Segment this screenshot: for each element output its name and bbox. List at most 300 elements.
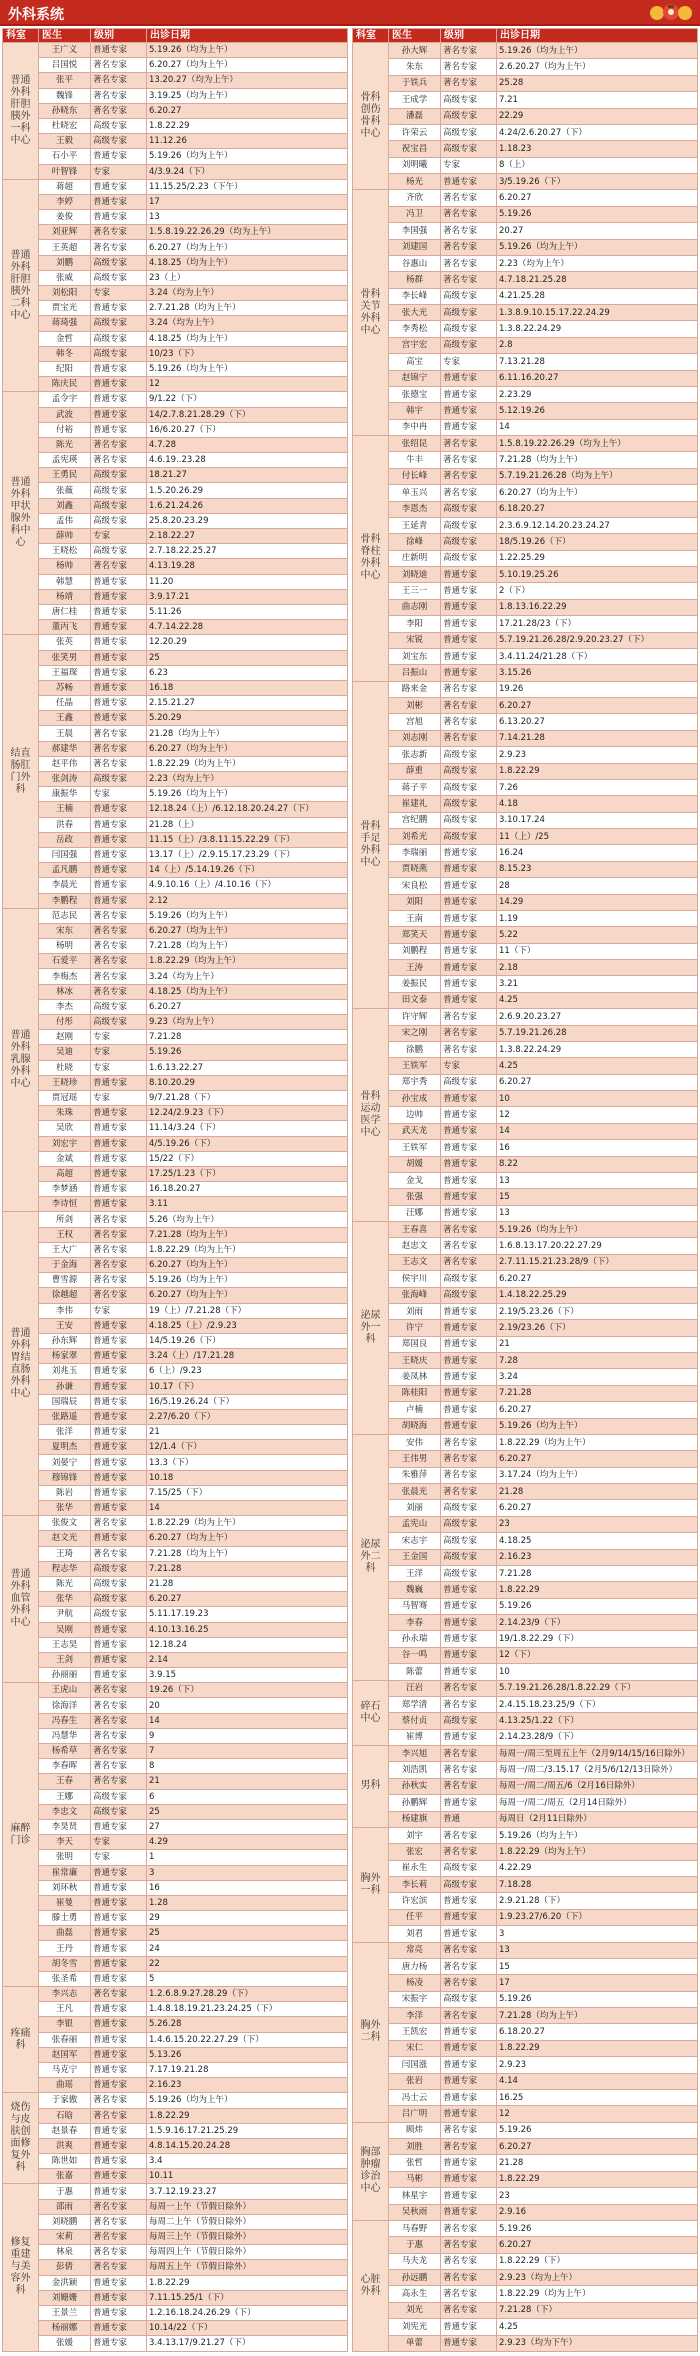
level-cell: 普通专家	[91, 2062, 147, 2077]
level-cell: 著名专家	[91, 2108, 147, 2123]
doctor-name-cell: 李恩杰	[389, 501, 441, 517]
schedule-date-cell: 22	[147, 1956, 348, 1971]
schedule-date-cell: 9.23（均为上午）	[147, 1015, 348, 1030]
level-cell: 高级专家	[91, 772, 147, 787]
schedule-date-cell: 5.10.19.25.26	[497, 567, 698, 583]
level-cell: 普通专家	[441, 2073, 497, 2089]
doctor-name-cell: 李诗恒	[39, 1197, 91, 1212]
doctor-name-cell: 洪爽	[39, 2138, 91, 2153]
table-row	[353, 1565, 698, 1581]
schedule-date-cell: 17	[147, 194, 348, 209]
doctor-name-cell: 马克宁	[39, 2062, 91, 2077]
schedule-date-cell: 每周一/周二/3.15.17（2月5/6/12/13日除外）	[497, 1762, 698, 1778]
level-cell: 普通专家	[91, 1394, 147, 1409]
table-row	[3, 453, 348, 468]
schedule-date-cell: 10/23（下）	[147, 346, 348, 361]
level-cell: 普通专家	[91, 301, 147, 316]
doctor-name-cell: 张嘉	[39, 2169, 91, 2184]
table-row	[353, 2155, 698, 2171]
table-row	[353, 829, 698, 845]
schedule-date-cell: 5.26（均为上午）	[147, 1212, 348, 1227]
table-row	[3, 210, 348, 225]
schedule-date-cell: 15	[497, 1189, 698, 1205]
doctor-name-cell: 吴欣	[39, 1121, 91, 1136]
schedule-date-cell: 13	[147, 210, 348, 225]
table-row	[3, 1425, 348, 1440]
doctor-name-cell: 李中冉	[389, 419, 441, 435]
level-cell: 著名专家	[441, 1222, 497, 1238]
schedule-date-cell: 22.29	[497, 108, 698, 124]
level-cell: 著名专家	[91, 2245, 147, 2260]
schedule-date-cell: 2.7.11.15.21.23.28/9（下）	[497, 1254, 698, 1270]
schedule-table-right	[352, 28, 698, 2352]
level-cell: 著名专家	[91, 559, 147, 574]
table-row	[3, 2305, 348, 2320]
col-header-dept: 科室	[353, 29, 389, 43]
doctor-name-cell: 刘姗姗	[39, 2290, 91, 2305]
level-cell: 普通专家	[91, 43, 147, 58]
schedule-date-cell: 每周五上午（节假日除外）	[147, 2260, 348, 2275]
doctor-name-cell: 贾宝光	[39, 301, 91, 316]
level-cell: 普通专家	[441, 1926, 497, 1942]
table-row	[3, 164, 348, 179]
table-row	[353, 1615, 698, 1631]
schedule-date-cell: 16/6.20.27（下）	[147, 422, 348, 437]
table-row	[353, 534, 698, 550]
level-cell: 普通专家	[91, 2154, 147, 2169]
table-row	[353, 1696, 698, 1712]
level-cell: 普通专家	[441, 1369, 497, 1385]
doctor-name-cell: 张德宝	[389, 386, 441, 402]
table-row	[353, 1303, 698, 1319]
table-row	[3, 1804, 348, 1819]
doctor-name-cell: 陈世如	[39, 2154, 91, 2169]
table-row	[353, 845, 698, 861]
table-row	[353, 1582, 698, 1598]
doctor-name-cell: 闫国涨	[389, 2057, 441, 2073]
table-row	[3, 1394, 348, 1409]
table-row	[353, 1353, 698, 1369]
schedule-date-cell: 5	[147, 1971, 348, 1986]
table-row	[3, 1379, 348, 1394]
schedule-date-cell: 21.28	[147, 1576, 348, 1591]
level-cell: 著名专家	[441, 1746, 497, 1762]
department-cell: 结直肠肛门外科	[3, 635, 39, 908]
level-cell: 普通专家	[441, 845, 497, 861]
table-row	[3, 772, 348, 787]
table-row	[353, 1991, 698, 2007]
level-cell: 著名专家	[91, 1516, 147, 1531]
table-row	[3, 999, 348, 1014]
table-row	[353, 1271, 698, 1287]
doctor-name-cell: 边帅	[389, 1107, 441, 1123]
doctor-name-cell: 赵文光	[39, 1531, 91, 1546]
schedule-date-cell: 9/7.21.28（下）	[147, 1090, 348, 1105]
schedule-date-cell: 5.22	[497, 927, 698, 943]
table-row	[3, 893, 348, 908]
level-cell: 普通专家	[441, 1320, 497, 1336]
table-row	[3, 544, 348, 559]
level-cell: 著名专家	[91, 1546, 147, 1561]
table-row	[3, 1880, 348, 1895]
level-cell: 著名专家	[441, 1942, 497, 1958]
table-row	[3, 1166, 348, 1181]
level-cell: 著名专家	[91, 2093, 147, 2108]
table-row	[353, 1664, 698, 1680]
doctor-name-cell: 吴秋雨	[389, 2204, 441, 2220]
doctor-name-cell: 单玉兴	[389, 485, 441, 501]
doctor-name-cell: 赵锦宁	[389, 370, 441, 386]
table-row	[3, 134, 348, 149]
doctor-name-cell: 刘兆玉	[39, 1364, 91, 1379]
level-cell: 普通专家	[441, 1385, 497, 1401]
schedule-date-cell: 15	[497, 1958, 698, 1974]
level-cell: 普通专家	[91, 2138, 147, 2153]
department-cell: 胸外二科	[353, 1942, 389, 2122]
schedule-date-cell: 13.3（下）	[147, 1455, 348, 1470]
level-cell: 普通专家	[91, 2305, 147, 2320]
level-cell: 普通专家	[91, 2290, 147, 2305]
doctor-name-cell: 刘彬	[389, 698, 441, 714]
level-cell: 高级专家	[441, 779, 497, 795]
doctor-name-cell: 李长峰	[389, 288, 441, 304]
table-row	[353, 370, 698, 386]
table-row	[3, 1531, 348, 1546]
doctor-name-cell: 孙晓东	[39, 103, 91, 118]
level-cell: 著名专家	[441, 2139, 497, 2155]
level-cell: 普通专家	[441, 1582, 497, 1598]
level-cell: 普通专家	[91, 1425, 147, 1440]
level-cell: 著名专家	[441, 1254, 497, 1270]
level-cell: 著名专家	[441, 681, 497, 697]
schedule-date-cell: 7.28	[497, 1353, 698, 1369]
table-row	[3, 2184, 348, 2199]
table-row	[353, 321, 698, 337]
schedule-date-cell: 1.8.22.29（均为上午）	[497, 1434, 698, 1450]
table-row	[353, 1041, 698, 1057]
doctor-name-cell: 孟伟	[39, 513, 91, 528]
doctor-name-cell: 王鑫	[39, 711, 91, 726]
schedule-date-cell: 3	[497, 1926, 698, 1942]
department-cell: 心脏外科	[353, 2220, 389, 2351]
doctor-name-cell: 朱珠	[39, 1106, 91, 1121]
level-cell: 普通专家	[441, 992, 497, 1008]
schedule-date-cell: 5.19.26	[497, 1598, 698, 1614]
level-cell: 高级专家	[441, 1713, 497, 1729]
table-row	[3, 1015, 348, 1030]
level-cell: 普通专家	[91, 179, 147, 194]
schedule-date-cell: 5.19.26（均为上午）	[147, 908, 348, 923]
doctor-name-cell: 张明	[39, 1850, 91, 1865]
level-cell: 高级专家	[441, 1877, 497, 1893]
level-cell: 专家	[441, 1058, 497, 1074]
schedule-date-cell: 12	[497, 1107, 698, 1123]
doctor-name-cell: 李婷	[39, 194, 91, 209]
level-cell: 专家	[441, 354, 497, 370]
table-row	[353, 550, 698, 566]
doctor-name-cell: 吕国悦	[39, 58, 91, 73]
level-cell: 普通专家	[91, 210, 147, 225]
doctor-name-cell: 孙大辉	[389, 43, 441, 59]
doctor-name-cell: 彭倩	[39, 2260, 91, 2275]
table-row	[3, 498, 348, 513]
table-row	[353, 1516, 698, 1532]
level-cell: 普通专家	[91, 1485, 147, 1500]
doctor-name-cell: 张英	[39, 635, 91, 650]
doctor-name-cell: 陈光	[39, 437, 91, 452]
doctor-name-cell: 陈岩	[39, 1485, 91, 1500]
doctor-name-cell: 吕广明	[389, 2106, 441, 2122]
doctor-name-cell: 胡晓海	[389, 1418, 441, 1434]
table-row	[353, 567, 698, 583]
table-row	[353, 108, 698, 124]
doctor-name-cell: 李忠文	[39, 1804, 91, 1819]
level-cell: 著名专家	[441, 1762, 497, 1778]
table-row	[353, 1647, 698, 1663]
level-cell: 普通专家	[441, 1402, 497, 1418]
table-row	[353, 1549, 698, 1565]
doctor-name-cell: 孙丽丽	[39, 1668, 91, 1683]
schedule-date-cell: 3.24（均为上午）	[147, 286, 348, 301]
doctor-name-cell: 祝宝昌	[389, 141, 441, 157]
level-cell: 著名专家	[441, 1975, 497, 1991]
level-cell: 著名专家	[91, 984, 147, 999]
doctor-name-cell: 张剑涛	[39, 772, 91, 787]
doctor-name-cell: 刘浩凯	[389, 1762, 441, 1778]
table-row	[3, 574, 348, 589]
schedule-date-cell: 1.8.22.29	[147, 2275, 348, 2290]
department-cell: 麻醉门诊	[3, 1683, 39, 1987]
doctor-name-cell: 王铁军	[389, 1140, 441, 1156]
schedule-date-cell: 5.7.19.21.26.28	[497, 1025, 698, 1041]
table-row	[353, 583, 698, 599]
schedule-date-cell: 1	[147, 1850, 348, 1865]
level-cell: 普通专家	[91, 1622, 147, 1637]
doctor-name-cell: 朱雅萍	[389, 1467, 441, 1483]
level-cell: 普通专家	[91, 1971, 147, 1986]
doctor-name-cell: 张平	[39, 73, 91, 88]
schedule-date-cell: 13.20.27（均为上午）	[147, 73, 348, 88]
table-row	[3, 1242, 348, 1257]
schedule-date-cell: 5.7.19.21.26.28/1.8.22.29（下）	[497, 1680, 698, 1696]
level-cell: 高级专家	[91, 255, 147, 270]
schedule-date-cell: 4.10.13.16.25	[147, 1622, 348, 1637]
level-cell: 高级专家	[441, 1991, 497, 2007]
level-cell: 普通专家	[91, 1470, 147, 1485]
table-row	[3, 969, 348, 984]
schedule-date-cell: 5.19.26	[147, 1045, 348, 1060]
table-row	[353, 157, 698, 173]
doctor-name-cell: 曲瑶	[39, 2078, 91, 2093]
table-row	[3, 741, 348, 756]
table-row	[353, 812, 698, 828]
level-cell: 著名专家	[441, 1009, 497, 1025]
level-cell: 著名专家	[441, 206, 497, 222]
table-row	[3, 2062, 348, 2077]
schedule-date-cell: 7.21.28	[147, 1561, 348, 1576]
table-row	[3, 483, 348, 498]
level-cell: 高级专家	[441, 501, 497, 517]
table-row	[353, 1680, 698, 1696]
level-cell: 普通专家	[441, 583, 497, 599]
schedule-date-cell: 1.4.6.15.20.22.27.29（下）	[147, 2032, 348, 2047]
table-row	[3, 1576, 348, 1591]
schedule-date-cell: 1.8.13.16.22.29	[497, 599, 698, 615]
table-row	[353, 1942, 698, 1958]
schedule-date-cell: 6.13.20.27	[497, 714, 698, 730]
level-cell: 普通专家	[441, 1123, 497, 1139]
doctor-name-cell: 付裕	[39, 422, 91, 437]
table-row	[3, 1926, 348, 1941]
schedule-date-cell: 10.11	[147, 2169, 348, 2184]
doctor-name-cell: 范志民	[39, 908, 91, 923]
table-row	[353, 92, 698, 108]
table-row	[3, 58, 348, 73]
table-row	[3, 346, 348, 361]
table-row	[3, 2154, 348, 2169]
table-row	[353, 2188, 698, 2204]
doctor-name-cell: 王剑	[39, 1652, 91, 1667]
schedule-date-cell: 9/1.22（下）	[147, 392, 348, 407]
table-row	[353, 2335, 698, 2351]
doctor-name-cell: 姜振民	[389, 976, 441, 992]
level-cell: 普通专家	[91, 1819, 147, 1834]
level-cell: 著名专家	[91, 741, 147, 756]
doctor-name-cell: 李春晖	[39, 1759, 91, 1774]
doctor-name-cell: 许宏滨	[389, 1893, 441, 1909]
schedule-date-cell: 6.20.27	[497, 1451, 698, 1467]
table-row	[353, 43, 698, 59]
table-row	[353, 1877, 698, 1893]
schedule-date-cell: 3.24（上）/17.21.28	[147, 1349, 348, 1364]
schedule-date-cell: 2.14.23.28/9（下）	[497, 1729, 698, 1745]
doctor-name-cell: 宋锐	[389, 632, 441, 648]
doctor-name-cell: 王晓庆	[389, 1353, 441, 1369]
level-cell: 专家	[91, 1060, 147, 1075]
table-row	[353, 436, 698, 452]
doctor-name-cell: 陈庆民	[39, 377, 91, 392]
col-header-level: 级别	[91, 29, 147, 43]
table-row	[3, 2078, 348, 2093]
doctor-name-cell: 王福琛	[39, 665, 91, 680]
department-cell: 疼痛科	[3, 1987, 39, 2093]
level-cell: 著名专家	[441, 1696, 497, 1712]
level-cell: 普通专家	[441, 386, 497, 402]
doctor-name-cell: 刘宇	[389, 1827, 441, 1843]
level-cell: 著名专家	[441, 1467, 497, 1483]
table-row	[3, 1303, 348, 1318]
schedule-date-cell: 4.9.10.16（上）/4.10.16（下）	[147, 878, 348, 893]
doctor-name-cell: 蒋子平	[389, 779, 441, 795]
schedule-date-cell: 2.19/23.26（下）	[497, 1320, 698, 1336]
table-row	[353, 730, 698, 746]
level-cell: 普通专家	[441, 1598, 497, 1614]
doctor-name-cell: 刘希光	[389, 829, 441, 845]
schedule-date-cell: 2.16.23	[497, 1549, 698, 1565]
schedule-date-cell: 12	[147, 377, 348, 392]
table-row	[353, 861, 698, 877]
level-cell: 普通专家	[441, 1909, 497, 1925]
doctor-name-cell: 马春野	[389, 2220, 441, 2236]
table-row	[3, 787, 348, 802]
level-cell: 著名专家	[91, 2214, 147, 2229]
level-cell: 高级专家	[91, 1015, 147, 1030]
level-cell: 著名专家	[441, 2270, 497, 2286]
doctor-name-cell: 王楠	[39, 802, 91, 817]
table-row	[3, 529, 348, 544]
schedule-date-cell: 4.29	[147, 1835, 348, 1850]
table-row	[353, 796, 698, 812]
doctor-name-cell: 杨光	[389, 174, 441, 190]
table-row	[353, 1713, 698, 1729]
table-row	[353, 1336, 698, 1352]
level-cell: 普通专家	[91, 1501, 147, 1516]
doctor-name-cell: 韩宇	[389, 403, 441, 419]
schedule-date-cell: 5.19.26	[497, 206, 698, 222]
table-row	[353, 452, 698, 468]
table-row	[353, 910, 698, 926]
level-cell: 高级专家	[441, 1533, 497, 1549]
level-cell: 普通专家	[91, 1136, 147, 1151]
level-cell: 普通专家	[441, 1893, 497, 1909]
level-cell: 著名专家	[441, 239, 497, 255]
doctor-name-cell: 王金国	[389, 1549, 441, 1565]
table-row	[3, 1987, 348, 2002]
table-row	[3, 73, 348, 88]
doctor-name-cell: 孙谦	[39, 1379, 91, 1394]
schedule-date-cell: 1.5.9.16.17.21.25.29	[147, 2123, 348, 2138]
schedule-date-cell: 每周一/周二/周五/6（2月16日除外）	[497, 1778, 698, 1794]
doctor-name-cell: 李阳	[389, 616, 441, 632]
table-row	[353, 2319, 698, 2335]
schedule-date-cell: 14/5.19.26（下）	[147, 1333, 348, 1348]
table-row	[3, 513, 348, 528]
schedule-date-cell: 7.13.21.28	[497, 354, 698, 370]
level-cell: 普通专家	[441, 943, 497, 959]
doctor-name-cell: 刘晓迪	[389, 567, 441, 583]
table-row	[353, 272, 698, 288]
table-row	[3, 1637, 348, 1652]
schedule-date-cell: 14	[497, 419, 698, 435]
level-cell: 普通专家	[91, 1637, 147, 1652]
level-cell: 普通专家	[91, 194, 147, 209]
doctor-name-cell: 李梅杰	[39, 969, 91, 984]
schedule-date-cell: 5.26.28	[147, 2017, 348, 2032]
schedule-date-cell: 1.2.6.8.9.27.28.29（下）	[147, 1987, 348, 2002]
schedule-date-cell: 21.28（上）	[147, 817, 348, 832]
doctor-name-cell: 孙永瑞	[389, 1631, 441, 1647]
schedule-date-cell: 4.14	[497, 2073, 698, 2089]
doctor-name-cell: 胡冬雪	[39, 1956, 91, 1971]
level-cell: 普通专家	[441, 2057, 497, 2073]
level-cell: 专家	[441, 157, 497, 173]
level-cell: 著名专家	[91, 923, 147, 938]
doctor-name-cell: 岳政	[39, 832, 91, 847]
schedule-date-cell: 7.21.28	[497, 1385, 698, 1401]
schedule-date-cell: 5.19.26（均为上午）	[147, 2093, 348, 2108]
level-cell: 普通专家	[441, 1172, 497, 1188]
schedule-date-cell: 19.26（下）	[147, 1683, 348, 1698]
doctor-name-cell: 李晨光	[39, 878, 91, 893]
level-cell: 高级专家	[91, 331, 147, 346]
doctor-name-cell: 王凯宏	[389, 2024, 441, 2040]
doctor-name-cell: 陈桂阳	[389, 1385, 441, 1401]
schedule-date-cell: 12（下）	[497, 1647, 698, 1663]
table-row	[3, 2002, 348, 2017]
table-row	[3, 1668, 348, 1683]
table-row	[353, 1926, 698, 1942]
doctor-name-cell: 郝建华	[39, 741, 91, 756]
